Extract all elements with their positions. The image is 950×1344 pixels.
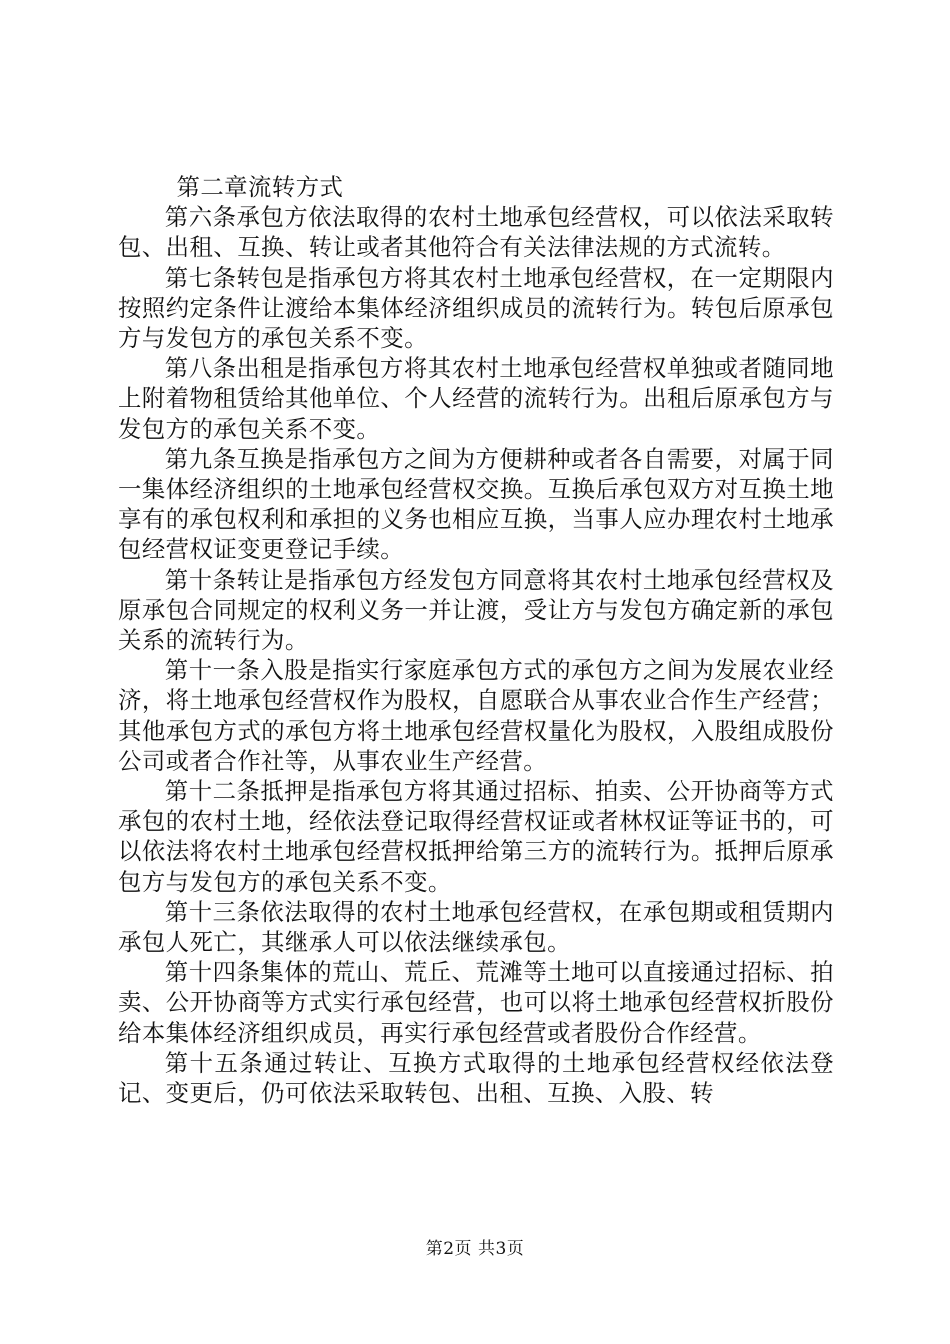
article-9-paragraph: 第九条互换是指承包方之间为方便耕种或者各自需要，对属于同一集体经济组织的土地承包经营权交换。互换后承包双方对互换土地享有的承包权利和承担的义务也相应互换，当事人应办理农村土地承包经营权证变更登记手续。 — [118, 444, 834, 564]
article-14-paragraph: 第十四条集体的荒山、荒丘、荒滩等土地可以直接通过招标、拍卖、公开协商等方式实行承包经营，也可以将土地承包经营权折股份给本集体经济组织成员，再实行承包经营或者股份合作经营。 — [118, 958, 834, 1047]
article-6-paragraph: 第六条承包方依法取得的农村土地承包经营权，可以依法采取转包、出租、互换、转让或者其他符合有关法律法规的方式流转。 — [118, 203, 834, 262]
article-7-paragraph: 第七条转包是指承包方将其农村土地承包经营权，在一定期限内按照约定条件让渡给本集体经济组织成员的流转行为。转包后原承包方与发包方的承包关系不变。 — [118, 263, 834, 353]
article-11-paragraph: 第十一条入股是指实行家庭承包方式的承包方之间为发展农业经济，将土地承包经营权作为股权，自愿联合从事农业合作生产经营；其他承包方式的承包方将土地承包经营权量化为股权，入股组成股份公司或者合作社等，从事农业生产经营。 — [118, 656, 834, 775]
document-body — [118, 172, 834, 1108]
article-10-paragraph: 第十条转让是指承包方经发包方同意将其农村土地承包经营权及原承包合同规定的权利义务一并让渡，受让方与发包方确定新的承包关系的流转行为。 — [118, 565, 834, 655]
article-13-paragraph: 第十三条依法取得的农村土地承包经营权，在承包期或租赁期内承包人死亡，其继承人可以依法继续承包。 — [118, 897, 834, 957]
article-8-paragraph: 第八条出租是指承包方将其农村土地承包经营权单独或者随同地上附着物租赁给其他单位、个人经营的流转行为。出租后原承包方与发包方的承包关系不变。 — [118, 354, 834, 443]
article-15-paragraph: 第十五条通过转让、互换方式取得的土地承包经营权经依法登记、变更后，仍可依法采取转包、出租、互换、入股、转 — [118, 1048, 834, 1108]
page-footer: 第2页 共3页 — [425, 1239, 525, 1259]
article-12-paragraph: 第十二条抵押是指承包方将其通过招标、拍卖、公开协商等方式承包的农村土地，经依法登记取得经营权证或者林权证等证书的，可以依法将农村土地承包经营权抵押给第三方的流转行为。抵押后原承包方与发包方的承包关系不变。 — [118, 777, 834, 896]
chapter-heading: 第二章流转方式 — [176, 173, 344, 201]
